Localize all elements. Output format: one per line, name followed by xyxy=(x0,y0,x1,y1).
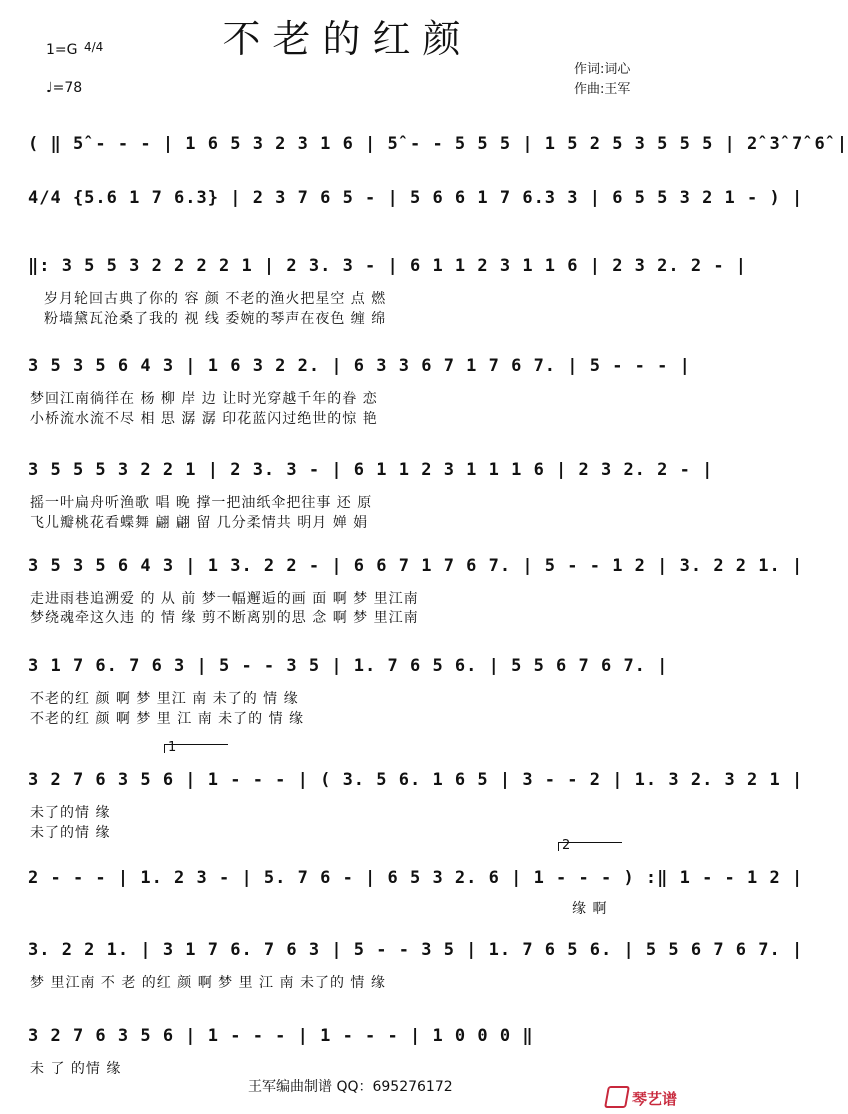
lyric-line: 小桥流水流不尽 相 思 潺 潺 印花蓝闪过绝世的惊 艳 xyxy=(30,411,378,427)
tempo-marking: ♩=78 xyxy=(46,80,83,96)
score-system-7: 3 1 7 6. 7 6 3 | 5 - - 3 5 | 1. 7 6 5 6. | 5 5 6 7 6 7. | xyxy=(28,656,669,676)
volta-bracket-1: 1 xyxy=(164,740,228,755)
time-signature: 4/4 xyxy=(84,40,104,54)
logo-icon xyxy=(604,1086,630,1108)
lyric-line: 未了的情 缘 xyxy=(30,805,111,821)
score-system-8: 3 2 7 6 3 5 6 | 1 - - - | ( 3. 5 6. 1 6 5 | 3 - - 2 | 1. 3 2. 3 2 1 | xyxy=(28,770,804,790)
lyric-line: 未 了 的情 缘 xyxy=(30,1061,122,1077)
lyric-line: 飞儿瓣桃花看蝶舞 翩 翩 留 几分柔情共 明月 婵 娟 xyxy=(30,515,369,531)
lyric-line: 缘 啊 xyxy=(572,901,608,917)
score-system-2: 4/4 {5.6 1 7 6.3} | 2 3 7 6 5 - | 5 6 6 1 7 6.3 3 | 6 5 5 3 2 1 - ) | xyxy=(28,188,804,208)
key-signature: 1=G xyxy=(46,42,78,58)
lyric-line: 岁月轮回古典了你的 容 颜 不老的渔火把星空 点 燃 xyxy=(44,291,387,307)
lyric-line: 梦回江南徜徉在 杨 柳 岸 边 让时光穿越千年的眷 恋 xyxy=(30,391,378,407)
score-system-10: 3. 2 2 1. | 3 1 7 6. 7 6 3 | 5 - - 3 5 | 1. 7 6 5 6. | 5 5 6 7 6 7. | xyxy=(28,940,804,960)
score-system-6: 3 5 3 5 6 4 3 | 1 3. 2 2 - | 6 6 7 1 7 6 7. | 5 - - 1 2 | 3. 2 2 1. | xyxy=(28,556,804,576)
lyricist-credit: 作词:词心 xyxy=(574,62,631,77)
lyric-line: 梦绕魂牵这久违 的 情 缘 剪不断离别的思 念 啊 梦 里江南 xyxy=(30,610,419,626)
song-title: 不老的红颜 xyxy=(222,17,473,61)
lyric-line: 粉墙黛瓦沧桑了我的 视 线 委婉的琴声在夜色 缠 绵 xyxy=(44,311,387,327)
arranger-footer: 王军编曲制谱 QQ：695276172 xyxy=(248,1079,453,1095)
site-logo xyxy=(606,1086,677,1109)
lyric-line: 走进雨巷追溯爱 的 从 前 梦一幅邂逅的画 面 啊 梦 里江南 xyxy=(30,591,419,607)
lyric-line: 不老的红 颜 啊 梦 里江 南 未了的 情 缘 xyxy=(30,691,299,707)
score-system-4: 3 5 3 5 6 4 3 | 1 6 3 2 2. | 6 3 3 6 7 1 7 6 7. | 5 - - - | xyxy=(28,356,691,376)
score-system-1: ( ‖ 5̂ - - - | 1 6 5 3 2 3 1 6 | 5̂ - - 5 5 5 | 1 5 2 5 3 5 5 5 | 2̂ 3̂ 7̂ 6̂ | xyxy=(28,134,848,154)
score-system-11: 3 2 7 6 3 5 6 | 1 - - - | 1 - - - | 1 0 0 0 ‖ xyxy=(28,1026,534,1046)
volta-bracket-2: 2 xyxy=(558,838,622,853)
score-system-5: 3 5 5 5 3 2 2 1 | 2 3. 3 - | 6 1 1 2 3 1 1 1 6 | 2 3 2. 2 - | xyxy=(28,460,714,480)
lyric-line: 不老的红 颜 啊 梦 里 江 南 未了的 情 缘 xyxy=(30,711,305,727)
composer-credit: 作曲:王军 xyxy=(574,82,631,97)
lyric-line: 摇一叶扁舟听渔歌 唱 晚 撑一把油纸伞把往事 还 原 xyxy=(30,495,373,511)
score-system-9: 2 - - - | 1. 2 3 - | 5. 7 6 - | 6 5 3 2. 6 | 1 - - - ) :‖ 1 - - 1 2 | xyxy=(28,868,804,888)
lyric-line: 未了的情 缘 xyxy=(30,825,111,841)
logo-text: 琴艺谱 xyxy=(632,1090,678,1108)
lyric-line: 梦 里江南 不 老 的红 颜 啊 梦 里 江 南 未了的 情 缘 xyxy=(30,975,386,991)
score-system-3: ‖: 3 5 5 3 2 2 2 2 1 | 2 3. 3 - | 6 1 1 2 3 1 1 6 | 2 3 2. 2 - | xyxy=(28,256,748,276)
